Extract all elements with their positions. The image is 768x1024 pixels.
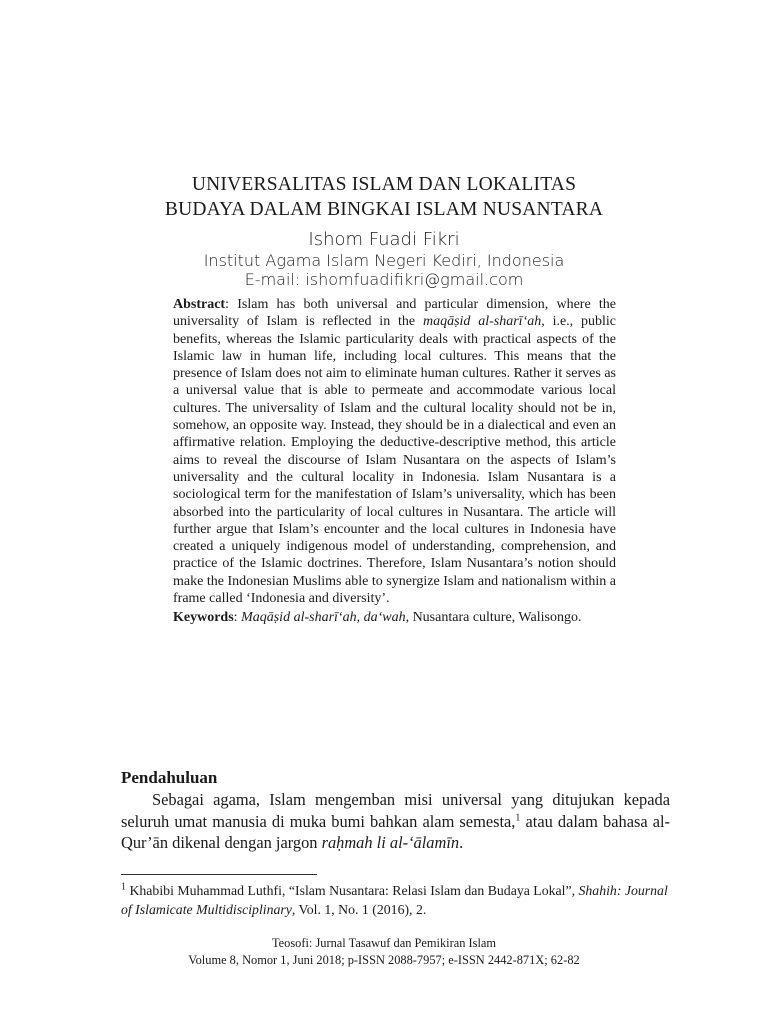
author-name: Ishom Fuadi Fikri xyxy=(308,229,460,250)
footnote-text-1: Khabibi Muhammad Luthfi, “Islam Nusantara: Relasi Islam dan Budaya Lokal”, xyxy=(126,883,579,898)
footnote-reference-1[interactable]: 1 xyxy=(515,812,521,824)
keywords-paragraph xyxy=(173,609,616,626)
abstract-label: Abstract xyxy=(173,297,226,312)
keywords-separator: : xyxy=(233,610,242,626)
section-heading-pendahuluan: Pendahuluan xyxy=(121,768,218,787)
footnote-1 xyxy=(121,881,673,919)
abstract-term-maqasid: maqāṣid al-sharī‘ah xyxy=(422,314,542,330)
paper-title xyxy=(0,172,768,222)
intro-text-1: Sebagai agama, Islam mengemban misi universal yang ditujukan kepada seluruh umat manusia di muka bumi bahkan alam semesta, xyxy=(121,790,670,831)
intro-body xyxy=(121,789,670,854)
title-line-1: UNIVERSALITAS ISLAM DAN LOKALITAS xyxy=(191,174,577,195)
footnote-mark: 1 xyxy=(121,881,126,893)
abstract xyxy=(173,296,616,627)
abstract-paragraph xyxy=(173,296,616,607)
footer-journal-name: Teosofi: Jurnal Tasawuf dan Pemikiran Islam xyxy=(271,936,497,950)
keywords-rest: , Nusantara culture, Walisongo. xyxy=(405,610,582,626)
author-block xyxy=(0,229,768,289)
abstract-text-2: , i.e., public benefits, whereas the Islamic particularity deals with practical aspects of the Islamic law in human life, including local cultures. This means that the presence of Islam does not aim to eliminate human cultures. Rather it serves as a universal value that is able to permeate and accommodate various local cultures. The universality of Islam and the cultural locality should not be in, somehow, an opposite way. Instead, they should be in a dialectical and even an affirmative relation. Employing the deductive-descriptive method, this article aims to reveal the discourse of Islam Nusantara on the aspects of Islam’s universality and the cultural locality in Indonesia. Islam Nusantara is a sociological term for the manifestation of Islam’s universality, which has been absorbed into the particularity of local cultures in Nusantara. The article will further argue that Islam’s encounter and the local cultures in Indonesia have created a uniquely indigenous model of understanding, comprehension, and practice of the Islamic doctrines. Therefore, Islam Nusantara’s notion should make the Indonesian Muslims able to synergize Islam and nationalism within a frame called ‘Indonesia and diversity’. xyxy=(173,314,616,607)
intro-text-2: atau dalam bahasa al-Qur’ān dikenal dengan jargon xyxy=(121,811,670,852)
abstract-text-1: : Islam has both universal and particular dimension, where the universality of Islam is reflected in the xyxy=(173,297,616,330)
footer-issue-info: Volume 8, Nomor 1, Juni 2018; p-ISSN 2088-7957; e-ISSN 2442-871X; 62-82 xyxy=(188,953,580,967)
author-affiliation: Institut Agama Islam Negeri Kediri, Indonesia xyxy=(203,251,565,270)
keywords-italic-terms: Maqāṣid al-sharī‘ah, da‘wah xyxy=(241,610,406,626)
intro-text-3: . xyxy=(459,833,464,852)
intro-term-rahmah: raḥmah li al-‘ālamīn xyxy=(321,833,460,852)
footnote-divider xyxy=(121,874,317,875)
keywords-label: Keywords xyxy=(173,610,234,626)
author-email: E-mail: ishomfuadifikri@gmail.com xyxy=(244,270,524,289)
title-line-2: BUDAYA DALAM BINGKAI ISLAM NUSANTARA xyxy=(164,199,604,220)
footnote-journal: Shahih: Journal of Islamicate Multidisciplinary xyxy=(121,883,668,917)
intro-paragraph xyxy=(121,789,670,854)
footnote-text-2: , Vol. 1, No. 1 (2016), 2. xyxy=(291,902,427,917)
page-footer xyxy=(0,935,768,969)
